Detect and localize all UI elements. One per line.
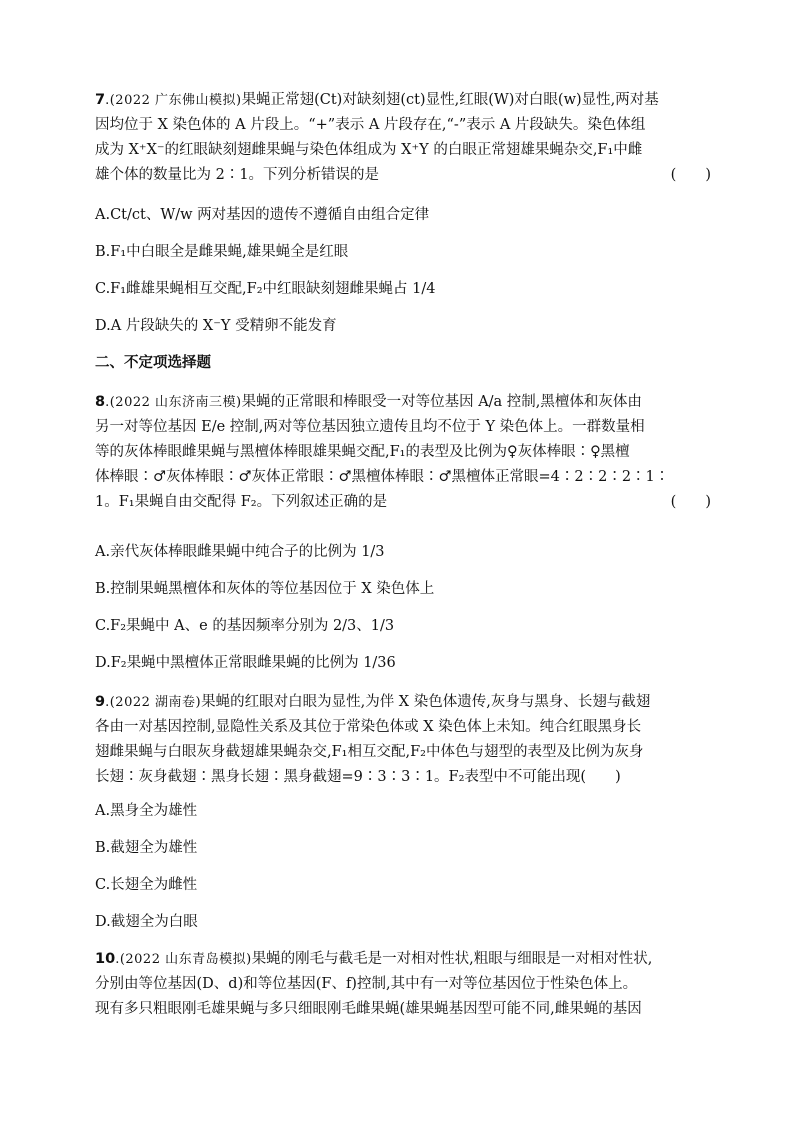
question-9-option-c: C.长翅全为雌性 — [95, 877, 198, 893]
question-9-option-a: A.黑身全为雄性 — [95, 803, 198, 819]
question-7-option-d: D.A 片段缺失的 X⁻Y 受精卵不能发育 — [95, 318, 337, 334]
question-7-stem: 7.(2022 广东佛山模拟)果蝇正常翅(Ct)对缺刻翅(ct)显性,红眼(W)对白眼(w)显性,两对基 因均位于 X 染色体的 A 片段上。“+”表示 A 片段存在,“-”表示 A 片段缺失。染色体组 成为 X⁺X⁻的红眼缺刻翅雌果蝇与染色体组成为 X⁺Y 的白眼正常翅雄果蝇杂交,F₁中雌 雄个体的数量比为 2∶1。下列分析错误的是 ( ) — [95, 88, 711, 188]
answer-blank: ( ) — [670, 494, 711, 510]
question-9-option-b: B.截翅全为雄性 — [95, 840, 198, 856]
question-7-option-b: B.F₁中白眼全是雌果蝇,雄果蝇全是红眼 — [95, 244, 349, 260]
question-number: 8 — [95, 394, 106, 410]
question-source: .(2022 山东济南三模) — [105, 395, 242, 410]
question-8-option-d: D.F₂果蝇中黑檀体正常眼雌果蝇的比例为 1/36 — [95, 655, 396, 671]
question-9-option-d: D.截翅全为白眼 — [95, 914, 198, 930]
question-8-option-a: A.亲代灰体棒眼雌果蝇中纯合子的比例为 1/3 — [95, 544, 385, 560]
question-10-stem: 10.(2022 山东青岛模拟)果蝇的刚毛与截毛是一对相对性状,粗眼与细眼是一对相对性状, 分别由等位基因(D、d)和等位基因(F、f)控制,其中有一对等位基因位于性染色体上。 现有多只粗眼刚毛雄果蝇与多只细眼刚毛雌果蝇(雄果蝇基因型可能不同,雌果蝇的基因 — [95, 951, 653, 1017]
question-7-option-c: C.F₁雌雄果蝇相互交配,F₂中红眼缺刻翅雌果蝇占 1/4 — [95, 281, 436, 297]
section-heading: 二、不定项选择题 — [95, 355, 211, 371]
question-number: 10 — [95, 951, 116, 967]
question-source: .(2022 广东佛山模拟) — [105, 93, 242, 108]
question-7-option-a: A.Ct/ct、W/w 两对基因的遗传不遵循自由组合定律 — [95, 207, 430, 223]
answer-blank: ( ) — [670, 167, 711, 183]
question-8-stem: 8.(2022 山东济南三模)果蝇的正常眼和棒眼受一对等位基因 A/a 控制,黑檀体和灰体由 另一对等位基因 E/e 控制,两对等位基因独立遗传且均不位于 Y 染色体上。一群数量相 等的灰体棒眼雌果蝇与黑檀体棒眼雄果蝇交配,F₁的表型及比例为♀灰体棒眼∶♀黑檀 体棒眼∶♂灰体棒眼∶♂灰体正常眼∶♂黑檀体棒眼∶♂黑檀体正常眼=4∶2∶2∶2∶1∶ 1。F₁果蝇自由交配得 F₂。下列叙述正确的是 ( ) — [95, 390, 711, 515]
question-source: .(2022 湖南卷) — [105, 695, 202, 710]
question-source: .(2022 山东青岛模拟) — [115, 952, 252, 967]
question-number: 7 — [95, 92, 106, 108]
question-9-stem: 9.(2022 湖南卷)果蝇的红眼对白眼为显性,为伴 X 染色体遗传,灰身与黑身、长翅与截翅 各由一对基因控制,显隐性关系及其位于常染色体或 X 染色体上未知。纯合红眼黑身长 翅雌果蝇与白眼灰身截翅雄果蝇杂交,F₁相互交配,F₂中体色与翅型的表型及比例为灰身 长翅∶灰身截翅∶黑身长翅∶黑身截翅=9∶3∶3∶1。F₂表型中不可能出现( ) — [95, 694, 651, 785]
question-8-option-c: C.F₂果蝇中 A、e 的基因频率分别为 2/3、1/3 — [95, 618, 395, 634]
question-number: 9 — [95, 694, 106, 710]
question-8-option-b: B.控制果蝇黑檀体和灰体的等位基因位于 X 染色体上 — [95, 581, 435, 597]
